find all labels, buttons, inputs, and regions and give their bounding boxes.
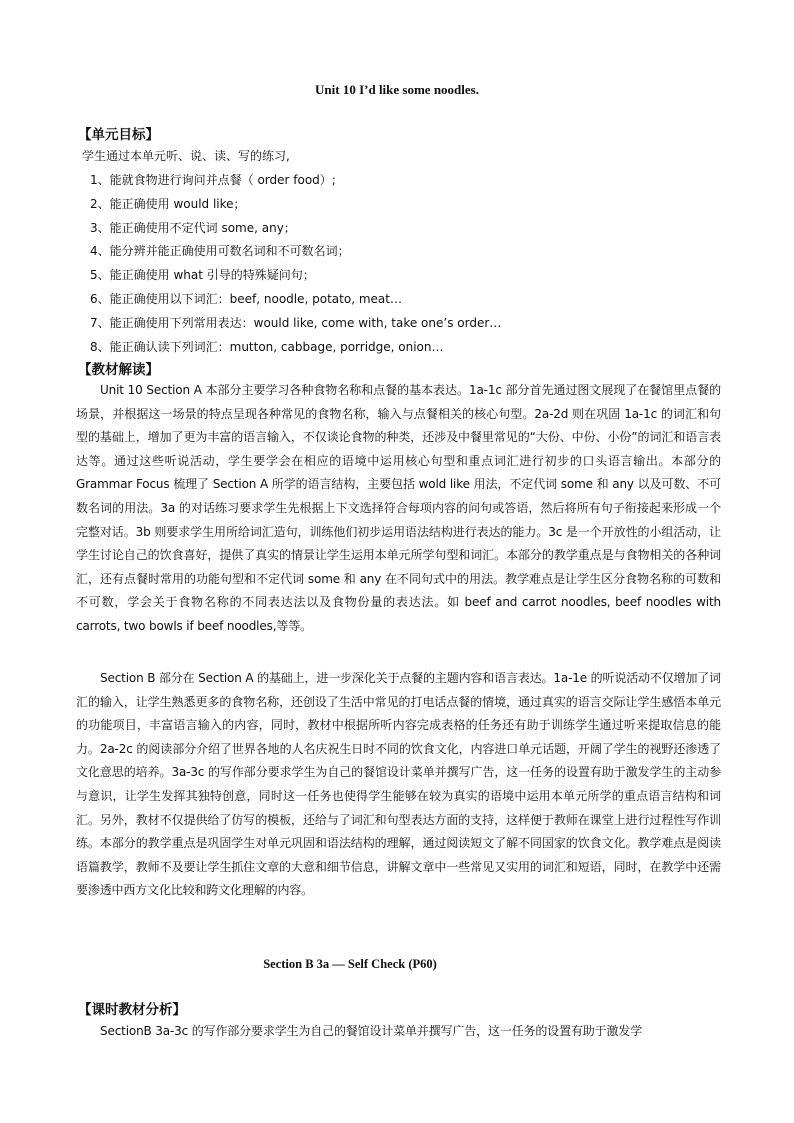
goal-item: 7、能正确使用下列常用表达：would like, come with, take one’s order… bbox=[90, 316, 502, 330]
lesson-analysis-heading: 【课时教材分析】 bbox=[78, 1002, 186, 1018]
goal-item: 6、能正确使用以下词汇：beef, noodle, potato, meat… bbox=[90, 292, 402, 306]
unit-goals-heading: 【单元目标】 bbox=[78, 127, 159, 143]
document-title: Unit 10 I’d like some noodles. bbox=[315, 82, 479, 97]
goal-item: 3、能正确使用不定代词 some, any； bbox=[90, 221, 296, 235]
goal-item: 5、能正确使用 what 引导的特殊疑问句； bbox=[90, 268, 315, 282]
goal-item: 2、能正确使用 would like； bbox=[90, 197, 246, 211]
lesson-analysis-paragraph: SectionB 3a-3c 的写作部分要求学生为自己的餐馆设计菜单并撰写广告，这一任务的设置有助于激发学 bbox=[100, 1024, 643, 1038]
section-a-paragraph: Unit 10 Section A 本部分主要学习各种食物名称和点餐的基本表达。1a-1c 部分首先通过图文展现了在餐馆里点餐的场景，并根据这一场景的特点呈现各种常见的食物名称，输入与点餐相关的核心句型。2a-2d 则在巩固 1a-1c 的词汇和句型的基础上，增加了更为丰富的语言输入，不仅谈论食物的种类，还涉及中餐里常见的“大份、中份、小份”的词汇和语言表达等。通过这些听说活动，学生要学会在相应的语境中运用核心句型和重点词汇进行初步的口头语言输出。本部分的 Grammar Focus 梳理了 Section A 所学的语言结构，主要包括 wold like 用法，不定代词 some 和 any 以及可数、不可数名词的用法。3a 的对话练习要求学生先根据上下文选择符合每项内容的问句或答语，然后将所有句子衔接起来形成一个完整对话。3b 则要求学生用所给词汇造句，训练他们初步运用语法结构进行表达的能力。3c 是一个开放性的小组活动，让学生讨论自己的饮食喜好，提供了真实的情景让学生运用本单元所学句型和词汇。本部分的教学重点是与食物相关的各种词汇，还有点餐时常用的功能句型和不定代词 some 和 any 在不同句式中的用法。教学难点是让学生区分食物名称的可数和不可数，学会关于食物名称的不同表达法以及食物份量的表达法。如 beef and carrot noodles, beef noodles with carrots, two bowls if beef noodles,等等。 bbox=[76, 383, 721, 633]
section-title: Section B 3a — Self Check (P60) bbox=[263, 957, 437, 971]
goal-item: 4、能分辨并能正确使用可数名词和不可数名词； bbox=[90, 244, 350, 258]
goal-item: 1、能就食物进行询问并点餐（ order food）; bbox=[90, 173, 336, 187]
goal-item: 8、能正确认读下列词汇：mutton, cabbage, porridge, onion… bbox=[90, 340, 444, 354]
section-b-paragraph: Section B 部分在 Section A 的基础上，进一步深化关于点餐的主题内容和语言表达。1a-1e 的听说活动不仅增加了词汇的输入，让学生熟悉更多的食物名称，还创设了生活中常见的打电话点餐的情境，通过真实的语言交际让学生感悟本单元的功能项目，丰富语言输入的内容，同时，教材中根据所听内容完成表格的任务还有助于训练学生通过听来提取信息的能力。2a-2c 的阅读部分介绍了世界各地的人名庆祝生日时不同的饮食文化，内容进口单元话题，开阔了学生的视野还渗透了文化意思的培养。3a-3c 的写作部分要求学生为自己的餐馆设计菜单并撰写广告，这一任务的设置有助于激发学生的主动参与意识，让学生发挥其独特创意，同时这一任务也使得学生能够在较为真实的语境中运用本单元所学的重点语言结构和词汇。另外，教材不仅提供给了仿写的模板，还给与了词汇和句型表达方面的支持，这样便于教师在课堂上进行过程性写作训练。本部分的教学重点是巩固学生对单元巩固和语法结构的理解，通过阅读短文了解不同国家的饮食文化。教学难点是阅读语篇教学，教师不及要让学生抓住文章的大意和细节信息，讲解文章中一些常见又实用的词汇和短语，同时，在教学中还需要渗透中西方文化比较和跨文化理解的内容。 bbox=[76, 671, 721, 898]
textbook-heading: 【教材解读】 bbox=[78, 362, 159, 378]
unit-goals-intro: 学生通过本单元听、说、读、写的练习, bbox=[82, 149, 290, 163]
